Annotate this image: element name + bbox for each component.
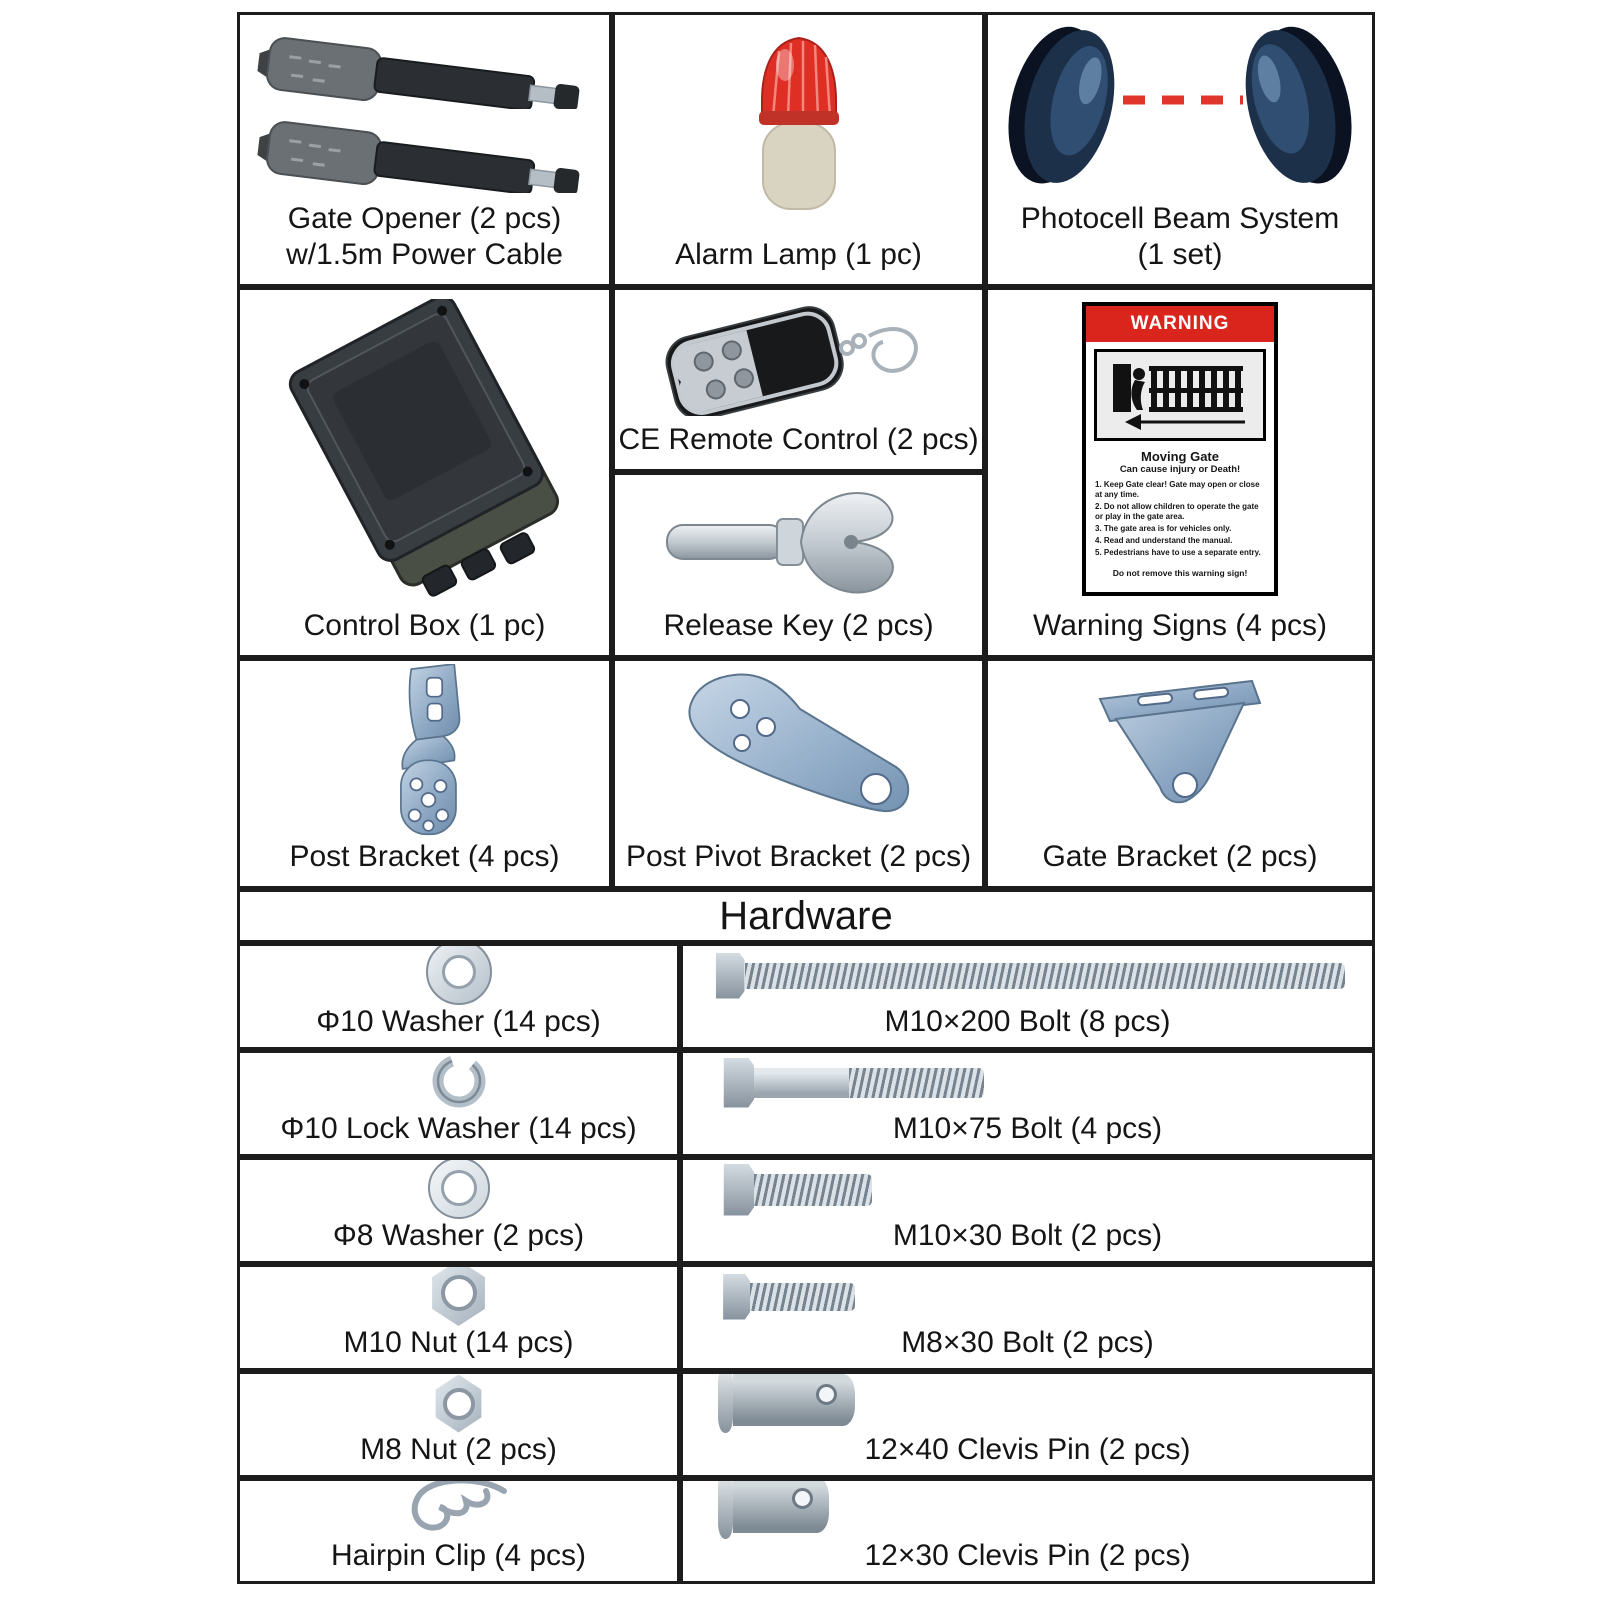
small-washer-label: Φ8 Washer (2 pcs) (332, 1219, 585, 1252)
cell-medium-bolt (680, 1050, 1375, 1157)
warning-sign-item: 2. Do not allow children to operate the gate or play in the gate area. (1095, 502, 1259, 522)
small-hex-nut-label: M8 Nut (2 pcs) (360, 1433, 557, 1466)
cell-clevis-pin (680, 1371, 1375, 1478)
medium-bolt-label: M10×75 Bolt (4 pcs) (892, 1112, 1163, 1145)
medium-bolt-icon (680, 1053, 1375, 1112)
hairpin-clip-label: Hairpin Clip (4 pcs) (330, 1539, 587, 1572)
small-hex-nut-icon (240, 1374, 677, 1433)
cell-control-box (237, 287, 612, 658)
photocell-icon (988, 15, 1372, 201)
post-bracket-label: Post Bracket (4 pcs) (289, 840, 560, 874)
hex-nut-icon (240, 1264, 677, 1326)
long-bolt-icon (683, 946, 1372, 1005)
hairpin-clip-icon (240, 1478, 677, 1539)
cell-lock-washer (237, 1050, 680, 1157)
clevis-pin-label: 12×40 Clevis Pin (2 pcs) (864, 1433, 1191, 1466)
small-washer-icon (240, 1157, 677, 1219)
cell-alarm-lamp (612, 12, 985, 287)
cell-hex-nut (237, 1264, 680, 1371)
release-key-label: Release Key (2 pcs) (663, 609, 934, 643)
gate-opener-icon (240, 15, 609, 201)
cell-small-bolt (680, 1264, 1375, 1371)
lock-washer-label: Φ10 Lock Washer (14 pcs) (280, 1112, 637, 1145)
warning-sign-subtitle: Can cause injury or Death! (1119, 464, 1241, 476)
warning-sign-pictogram-icon (1094, 349, 1266, 441)
short-bolt-icon (680, 1160, 1375, 1219)
cell-release-key (612, 472, 985, 658)
cell-remote-control (612, 287, 985, 472)
warning-sign-item: 5. Pedestrians have to use a separate entry. (1095, 548, 1261, 558)
alarm-lamp-label: Alarm Lamp (1 pc) (675, 238, 922, 272)
short-clevis-pin-icon (680, 1478, 1375, 1539)
warning-sign-title: Moving Gate (1140, 449, 1219, 465)
cell-short-clevis-pin (680, 1478, 1375, 1584)
cell-flat-washer (237, 943, 680, 1050)
release-key-icon (615, 475, 982, 608)
small-bolt-label: M8×30 Bolt (2 pcs) (901, 1326, 1154, 1359)
post-bracket-icon (240, 661, 609, 839)
cell-post-bracket (237, 658, 612, 889)
remote-control-label: CE Remote Control (2 pcs) (618, 423, 979, 457)
hex-nut-label: M10 Nut (14 pcs) (343, 1326, 574, 1359)
small-bolt-icon (680, 1267, 1375, 1326)
control-box-icon (240, 290, 609, 608)
cell-small-hex-nut (237, 1371, 680, 1478)
warning-sign (988, 290, 1372, 608)
cell-short-bolt (680, 1157, 1375, 1264)
clevis-pin-icon (680, 1371, 1375, 1433)
parts-table (237, 12, 1375, 1584)
control-box-label: Control Box (1 pc) (303, 609, 546, 643)
hardware-header-label: Hardware (719, 893, 893, 938)
short-bolt-label: M10×30 Bolt (2 pcs) (892, 1219, 1163, 1252)
warning-sign-item: 1. Keep Gate clear! Gate may open or close at any time. (1095, 480, 1260, 500)
cell-gate-bracket (985, 658, 1375, 889)
lock-washer-icon (240, 1050, 677, 1112)
long-bolt-label: M10×200 Bolt (8 pcs) (884, 1005, 1171, 1038)
cell-small-washer (237, 1157, 680, 1264)
cell-long-bolt (680, 943, 1375, 1050)
post-pivot-bracket-label: Post Pivot Bracket (2 pcs) (625, 840, 972, 874)
warning-signs-label: Warning Signs (4 pcs) (1033, 609, 1327, 643)
warning-sign-item: 3. The gate area is for vehicles only. (1095, 524, 1232, 534)
warning-sign-footer: Do not remove this warning sign! (1112, 568, 1248, 579)
warning-sign-item: 4. Read and understand the manual. (1095, 536, 1233, 546)
gate-opener-label: Gate Opener (2 pcs) w/1.5m Power Cable (286, 201, 563, 272)
cell-hairpin-clip (237, 1478, 680, 1584)
warning-sign-items (1086, 480, 1274, 558)
gate-bracket-icon (988, 661, 1372, 839)
cell-photocell (985, 12, 1375, 287)
cell-gate-opener (237, 12, 612, 287)
cell-post-pivot-bracket (612, 658, 985, 889)
gate-bracket-label: Gate Bracket (2 pcs) (1042, 840, 1318, 874)
post-pivot-bracket-icon (615, 661, 982, 839)
photocell-label: Photocell Beam System (1 set) (1020, 201, 1340, 272)
flat-washer-label: Φ10 Washer (14 pcs) (316, 1005, 601, 1038)
remote-control-icon (615, 290, 982, 422)
short-clevis-pin-label: 12×30 Clevis Pin (2 pcs) (864, 1539, 1191, 1572)
flat-washer-icon (240, 943, 677, 1005)
hardware-header (237, 889, 1375, 943)
cell-warning-signs (985, 287, 1375, 658)
warning-sign-header: WARNING (1086, 306, 1274, 342)
alarm-lamp-icon (615, 15, 982, 237)
